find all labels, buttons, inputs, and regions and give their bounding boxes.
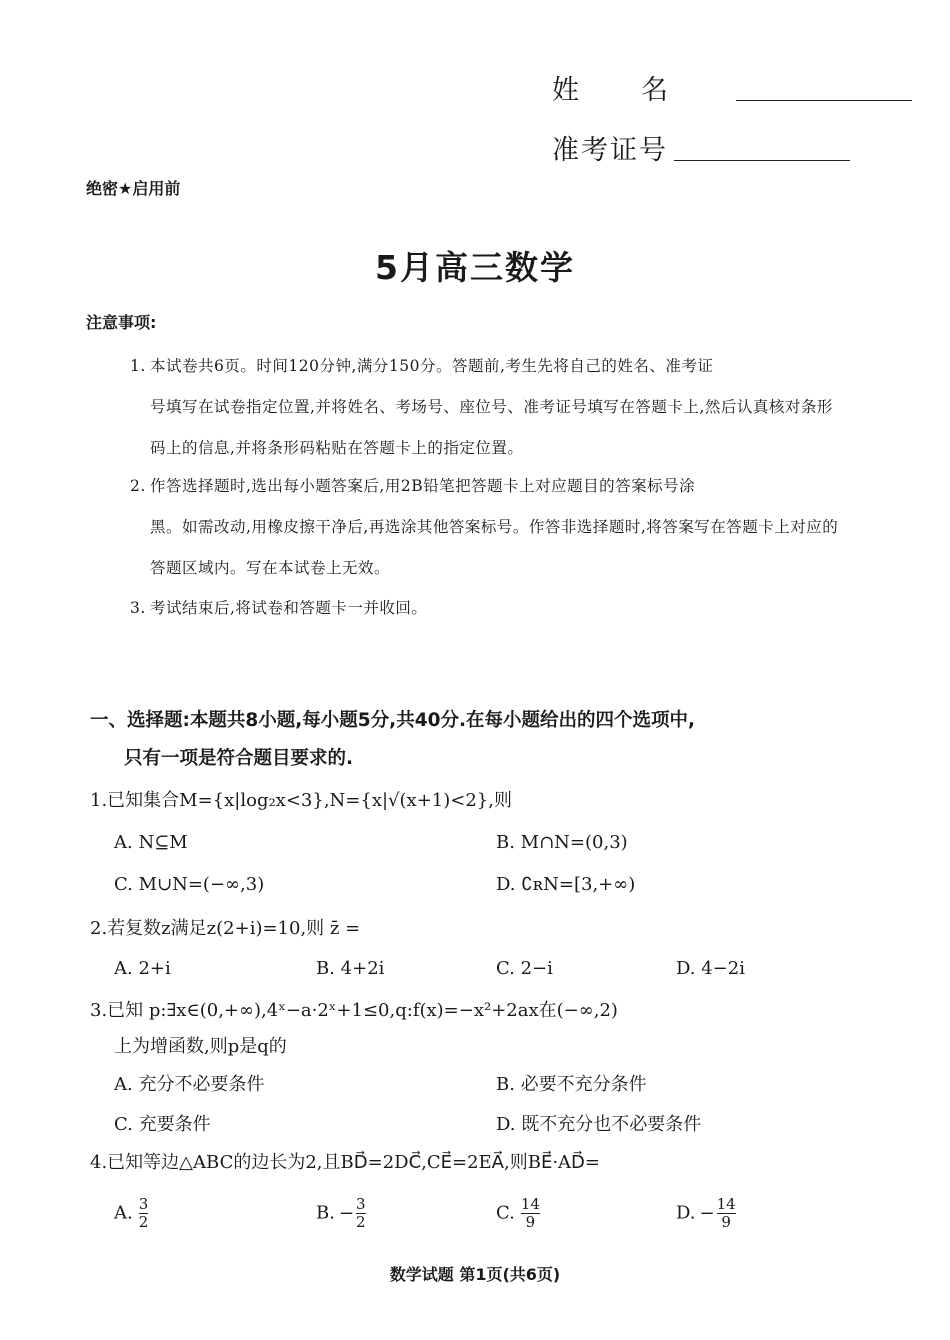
exam-id-field: [552, 128, 850, 167]
question-4-option-c: C. $\frac{14}{9}$: [496, 1195, 540, 1231]
notice-item-2-line1: 作答选择题时,选出每小题答案后,用2B铅笔把答题卡上对应题目的答案标号涂: [150, 477, 696, 495]
notice-heading: 注意事项:: [86, 313, 157, 332]
name-blank: [736, 76, 912, 101]
notice-item-1: 1. 本试卷共6页。时间120分钟,满分150分。答题前,考生先将自己的姓名、准考证 号填写在试卷指定位置,并将姓名、考场号、座位号、准考证号填写在答题卡上,然后认真核对条形码上的信息,并将条形码粘贴在答题卡上的指定位置。: [130, 346, 845, 469]
notice-item-1-rest: 号填写在试卷指定位置,并将姓名、考场号、座位号、准考证号填写在答题卡上,然后认真核对条形码上的信息,并将条形码粘贴在答题卡上的指定位置。: [150, 398, 833, 457]
question-2-option-c: C. 2−i: [496, 958, 553, 979]
question-3-stem: 3.已知 p:∃x∈(0,+∞),4ˣ−a·2ˣ+1≤0,q:f(x)=−x²+2ax在(−∞,2): [90, 1000, 618, 1021]
exam-id-blank: [674, 136, 850, 161]
notice-item-2-rest: 黑。如需改动,用橡皮擦干净后,再选涂其他答案标号。作答非选择题时,将答案写在答题卡上对应的答题区域内。写在本试卷上无效。: [150, 518, 839, 577]
question-2-option-a: A. 2+i: [114, 958, 171, 979]
question-2-option-d: D. 4−2i: [676, 958, 745, 979]
notice-item-1-line1: 本试卷共6页。时间120分钟,满分150分。答题前,考生先将自己的姓名、准考证: [150, 357, 714, 375]
question-3-option-c: C. 充要条件: [114, 1114, 211, 1135]
question-3-option-a: A. 充分不必要条件: [114, 1074, 265, 1095]
name-field: [552, 68, 912, 107]
exam-title: 5月高三数学: [375, 248, 575, 287]
question-1-stem: 1.已知集合M={x|log₂x<3},N={x|√(x+1)<2},则: [90, 790, 512, 811]
question-1-option-c: C. M∪N=(−∞,3): [114, 874, 265, 895]
fraction: $\frac{14}{9}$: [716, 1195, 736, 1231]
question-1-option-a: A. N⊆M: [114, 832, 188, 853]
question-4-stem: 4.已知等边△ABC的边长为2,且BD⃗=2DC⃗,CE⃗=2EA⃗,则BE⃗·AD⃗=: [90, 1152, 600, 1173]
name-label: 姓名: [552, 75, 730, 106]
notice-item-2: 2. 作答选择题时,选出每小题答案后,用2B铅笔把答题卡上对应题目的答案标号涂 黑。如需改动,用橡皮擦干净后,再选涂其他答案标号。作答非选择题时,将答案写在答题卡上对应的答题区域内。写在本试卷上无效。: [130, 466, 845, 589]
section-heading: 一、选择题:本题共8小题,每小题5分,共40分.在每小题给出的四个选项中, 只有一项是符合题目要求的.: [90, 710, 696, 769]
question-4-option-a: A. $\frac{3}{2}$: [114, 1195, 149, 1231]
question-2-option-b: B. 4+2i: [316, 958, 385, 979]
question-3-option-d: D. 既不充分也不必要条件: [496, 1114, 702, 1135]
fraction: $\frac{3}{2}$: [138, 1195, 149, 1231]
question-4-option-d: D. − $\frac{14}{9}$: [676, 1195, 736, 1231]
question-2-stem: 2.若复数z满足z(2+i)=10,则 z̄ =: [90, 918, 361, 939]
question-1-option-d: D. ∁ʀN=[3,+∞): [496, 874, 636, 895]
exam-id-label: 准考证号: [552, 135, 668, 166]
fraction: $\frac{3}{2}$: [356, 1195, 366, 1231]
question-3-option-b: B. 必要不充分条件: [496, 1074, 647, 1095]
confidential-mark: 绝密★启用前: [86, 179, 181, 198]
page-footer: 数学试题 第1页(共6页): [389, 1265, 561, 1284]
question-4-option-b: B. − $\frac{3}{2}$: [316, 1195, 366, 1231]
notice-item-3: 3. 考试结束后,将试卷和答题卡一并收回。: [130, 599, 428, 617]
notice-item-3-line1: 考试结束后,将试卷和答题卡一并收回。: [150, 599, 428, 617]
question-1-option-b: B. M∩N=(0,3): [496, 832, 628, 853]
fraction: $\frac{14}{9}$: [520, 1195, 540, 1231]
question-3-stem-cont: 上为增函数,则p是q的: [114, 1036, 287, 1057]
